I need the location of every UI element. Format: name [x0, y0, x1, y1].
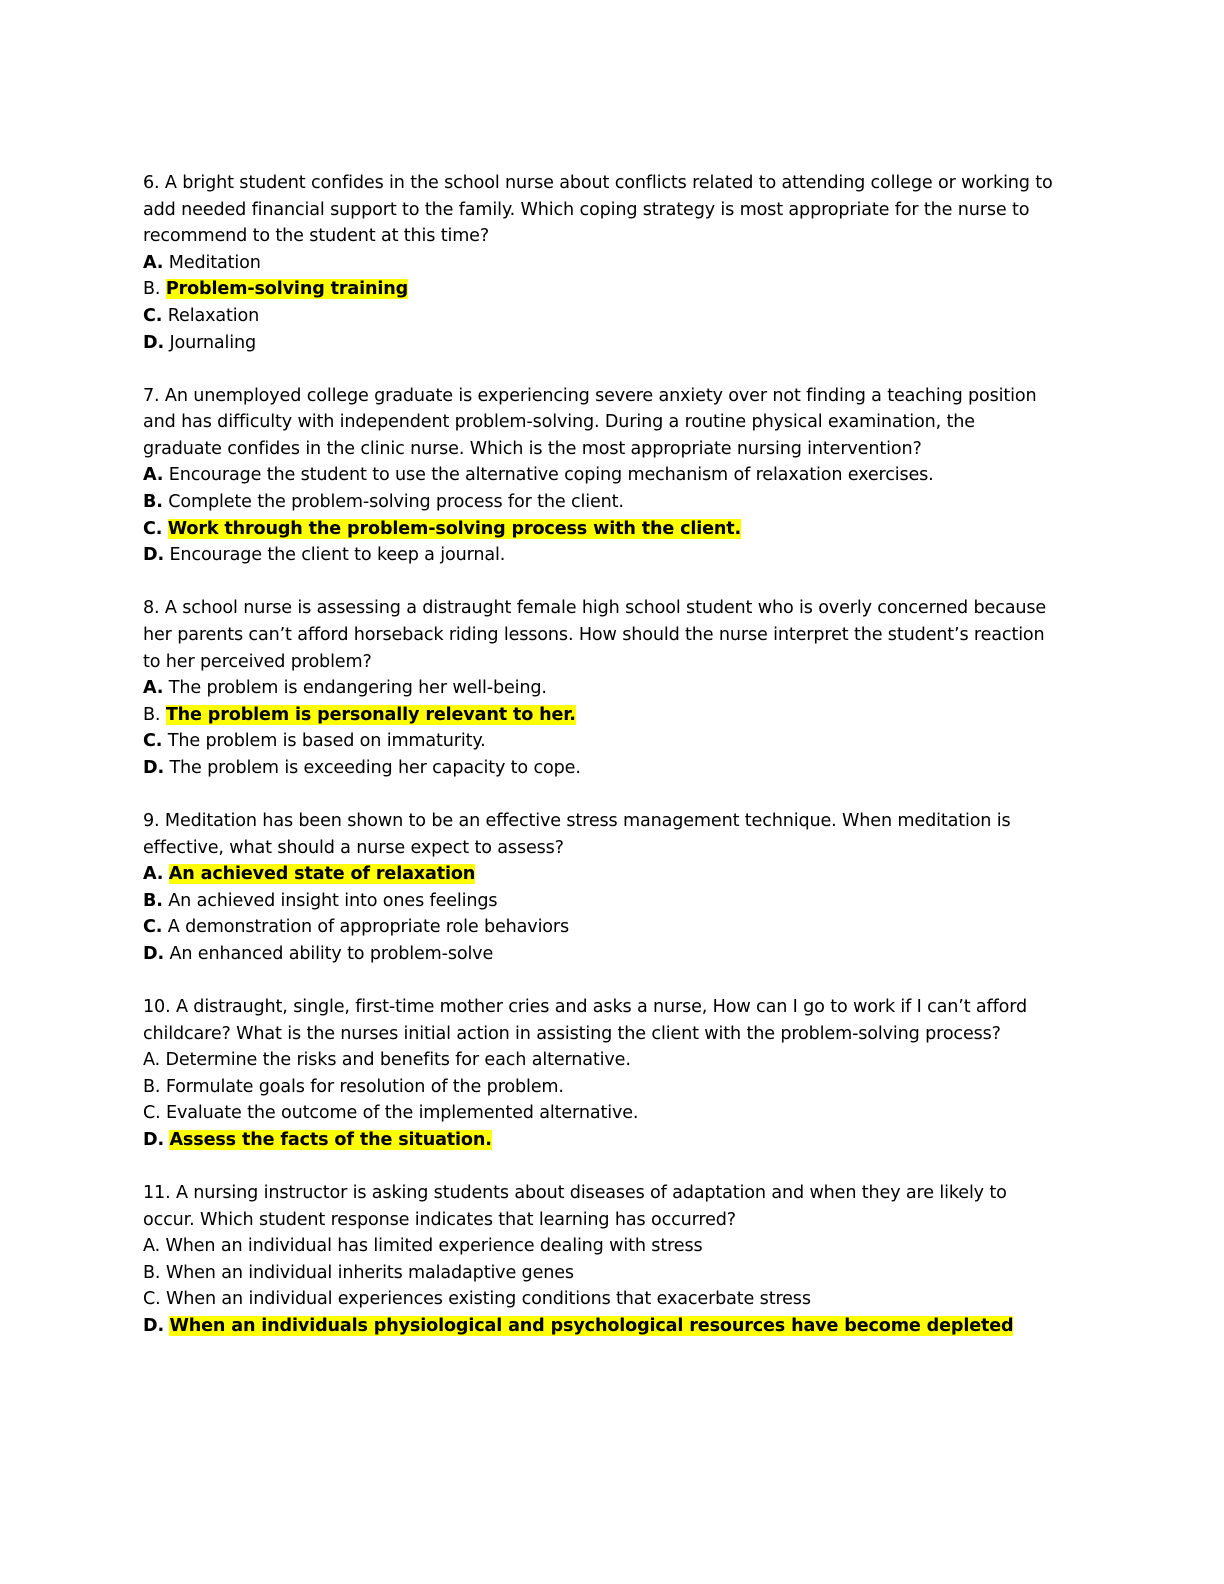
question-stem-line: childcare? What is the nurses initial action in assisting the client with the problem-solving process? [143, 1023, 1001, 1044]
option-c [143, 728, 1083, 755]
option-text: Meditation [168, 252, 261, 273]
option-a [143, 1047, 1083, 1074]
question-9 [143, 808, 1083, 968]
question-6 [143, 170, 1083, 356]
option-a [143, 462, 1083, 489]
question-stem-line: 11. A nursing instructor is asking students about diseases of adaptation and when they are likely to [143, 1183, 1007, 1204]
option-letter: D. [143, 943, 164, 964]
option-a [143, 250, 1083, 277]
option-letter: B. [143, 890, 163, 911]
option-letter: D. [143, 332, 164, 353]
option-d [143, 330, 1083, 357]
option-a [143, 861, 1083, 888]
question-stem-line: 9. Meditation has been shown to be an effective stress management technique. When meditation is [143, 810, 1011, 831]
option-a [143, 1233, 1083, 1260]
correct-answer-highlight: An achieved state of relaxation [168, 864, 476, 885]
option-text: When an individual inherits maladaptive genes [165, 1262, 574, 1283]
option-a [143, 675, 1083, 702]
correct-answer-highlight: Assess the facts of the situation. [169, 1130, 492, 1150]
option-letter: A. [143, 465, 164, 486]
option-b [143, 489, 1083, 516]
option-d [143, 755, 1083, 782]
option-d [143, 941, 1083, 968]
question-8 [143, 595, 1083, 781]
option-text: When an individual has limited experience dealing with stress [165, 1236, 703, 1257]
option-text: A demonstration of appropriate role behaviors [167, 917, 570, 938]
option-c [143, 1100, 1083, 1127]
question-stem-line: add needed financial support to the family. Which coping strategy is most appropriate for the nurse to [143, 199, 1030, 220]
option-text: When an individual experiences existing conditions that exacerbate stress [166, 1289, 811, 1310]
option-letter: D. [143, 545, 164, 566]
option-letter: B. [143, 704, 161, 725]
option-letter: D. [143, 1316, 164, 1337]
option-d [143, 1313, 1083, 1340]
question-stem-line: recommend to the student at this time? [143, 226, 490, 247]
option-b [143, 1074, 1083, 1101]
option-d [143, 1127, 1083, 1154]
option-letter: A. [143, 864, 164, 885]
option-c [143, 516, 1083, 543]
option-letter: B. [143, 279, 161, 300]
option-letter: A. [143, 1050, 161, 1071]
option-d [143, 542, 1083, 569]
option-text: Encourage the client to keep a journal. [169, 545, 506, 566]
option-text: Complete the problem-solving process for the client. [168, 492, 624, 513]
option-letter: C. [143, 305, 163, 326]
document-page [143, 170, 1083, 1366]
option-letter: B. [143, 1076, 161, 1097]
question-stem-line: 6. A bright student confides in the school nurse about conflicts related to attending college or working to [143, 173, 1053, 193]
option-letter: A. [143, 678, 164, 699]
question-stem-line: 7. An unemployed college graduate is experiencing severe anxiety over not finding a teaching position [143, 385, 1037, 406]
option-text: An enhanced ability to problem-solve [169, 943, 494, 964]
option-letter: C. [143, 1103, 161, 1124]
question-10 [143, 994, 1083, 1154]
option-text: Encourage the student to use the alternative coping mechanism of relaxation exercises. [168, 465, 934, 486]
option-b [143, 888, 1083, 915]
option-b [143, 702, 1083, 729]
option-letter: C. [143, 518, 163, 539]
option-text: The problem is exceeding her capacity to cope. [169, 757, 581, 778]
option-letter: B. [143, 492, 163, 513]
question-stem-line: and has difficulty with independent problem-solving. During a routine physical examination, the [143, 412, 975, 433]
question-11 [143, 1180, 1083, 1340]
option-letter: A. [143, 1236, 161, 1257]
correct-answer-highlight: Work through the problem-solving process with the client. [167, 518, 742, 539]
question-stem-line: effective, what should a nurse expect to assess? [143, 837, 564, 858]
option-letter: C. [143, 1289, 161, 1310]
option-letter: D. [143, 1130, 164, 1150]
option-c [143, 303, 1083, 330]
correct-answer-highlight: When an individuals physiological and psychological resources have become depleted [169, 1316, 1014, 1337]
option-b [143, 1260, 1083, 1287]
option-letter: C. [143, 731, 163, 752]
option-text: The problem is endangering her well-being. [168, 678, 547, 699]
option-c [143, 1286, 1083, 1313]
correct-answer-highlight: The problem is personally relevant to her. [165, 704, 576, 725]
option-text: An achieved insight into ones feelings [168, 890, 498, 911]
question-stem-line: 10. A distraught, single, first-time mother cries and asks a nurse, How can I go to work if I can’t afford [143, 997, 1028, 1018]
option-text: Formulate goals for resolution of the problem. [165, 1076, 564, 1097]
question-stem-line: her parents can’t afford horseback riding lessons. How should the nurse interpret the student’s reaction [143, 624, 1045, 645]
question-stem-line: occur. Which student response indicates that learning has occurred? [143, 1209, 736, 1230]
option-text: The problem is based on immaturity. [167, 731, 486, 752]
question-7 [143, 383, 1083, 569]
option-b [143, 276, 1083, 303]
option-text: Relaxation [167, 305, 260, 326]
correct-answer-highlight: Problem-solving training [165, 279, 409, 300]
option-letter: A. [143, 252, 164, 273]
option-letter: C. [143, 917, 163, 938]
option-text: Evaluate the outcome of the implemented alternative. [166, 1103, 639, 1124]
option-letter: B. [143, 1262, 161, 1283]
option-letter: D. [143, 757, 164, 778]
question-stem-line: 8. A school nurse is assessing a distraught female high school student who is overly concerned because [143, 598, 1047, 619]
option-text: Determine the risks and benefits for each alternative. [165, 1050, 631, 1071]
option-text: Journaling [169, 332, 257, 353]
question-stem-line: to her perceived problem? [143, 651, 372, 672]
question-stem-line: graduate confides in the clinic nurse. Which is the most appropriate nursing intervention? [143, 438, 922, 459]
option-c [143, 914, 1083, 941]
